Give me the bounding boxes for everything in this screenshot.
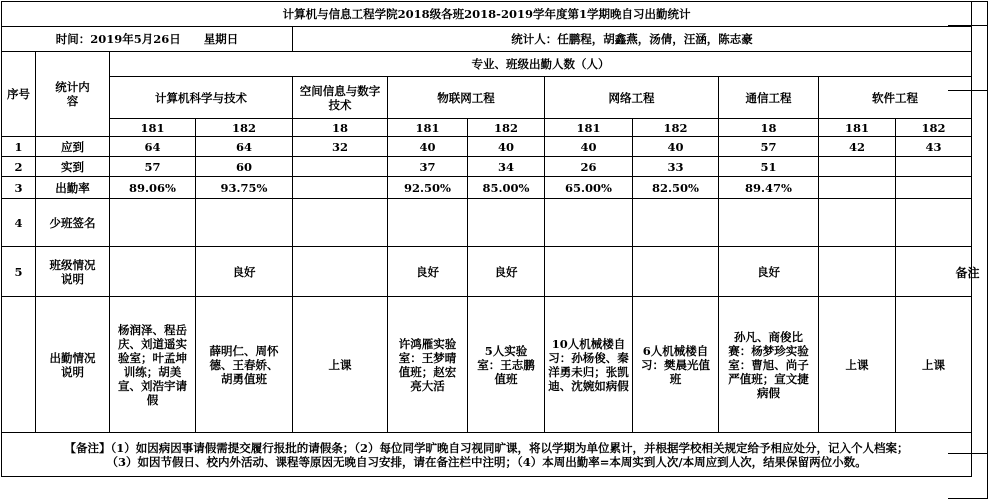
major-header-cs: 计算机科学与技术 [110,77,293,119]
table-cell [293,177,388,199]
table-cell: 51 [719,157,819,177]
table-cell: 40 [545,137,633,157]
date-info: 时间：2019年5月26日 星期日 [2,27,293,52]
bottom-border [948,498,988,499]
class-header: 182 [468,119,545,137]
table-cell: 上课 [819,297,896,433]
major-header-iot: 物联网工程 [388,77,545,119]
table-cell: 65.00% [545,177,633,199]
table-cell: 40 [468,137,545,157]
signature-cell [293,199,388,247]
table-cell: 5人实验室：王志鹏值班 [468,297,545,433]
table-cell: 93.75% [196,177,293,199]
table-cell: 良好 [388,247,468,297]
row-seq: 2 [2,157,36,177]
class-header: 181 [545,119,633,137]
table-cell [110,247,196,297]
row-seq: 5 [2,247,36,297]
row-label: 少班签名 [36,199,110,247]
table-row [2,297,972,433]
table-cell: 40 [633,137,719,157]
row-label [36,247,110,297]
major-header-network: 网络工程 [545,77,719,119]
class-header: 182 [196,119,293,137]
table-cell: 良好 [196,247,293,297]
table-cell: 良好 [719,247,819,297]
signature-cell [719,199,819,247]
class-header: 182 [896,119,972,137]
class-header: 18 [293,119,388,137]
table-cell [819,247,896,297]
table-cell: 89.06% [110,177,196,199]
signature-cell [388,199,468,247]
footnote-line: （3）如因节假日、校内外活动、课程等原因无晚自习安排，请在备注栏中注明；（4）本周出勤率=本周实到人次/本周应到人次，结果保留两位小数。 [106,454,867,469]
table-row [2,177,972,199]
row-label: 出勤率 [36,177,110,199]
class-header: 182 [633,119,719,137]
remark-header: 备注 [955,265,980,280]
signature-cell [819,199,896,247]
table-cell: 42 [819,137,896,157]
footnote [2,433,972,477]
note-extension [948,453,988,499]
sheet-title: 计算机与信息工程学院2018级各班2018-2019学年度第1学期晚自习出勤统计 [2,2,972,27]
table-cell: 64 [196,137,293,157]
table-cell: 许鸿雁实验室：王梦晴值班；赵宏亮大活 [388,297,468,433]
info-extension [948,26,988,91]
table-cell: 37 [388,157,468,177]
row-seq: 4 [2,199,36,247]
table-cell: 32 [293,137,388,157]
table-cell [293,157,388,177]
class-header: 181 [388,119,468,137]
table-cell [819,177,896,199]
row-label-text: 出勤情况说明 [49,350,96,379]
major-header-software: 软件工程 [819,77,972,119]
stat-header [36,52,110,137]
table-cell: 良好 [468,247,545,297]
row-label [36,297,110,433]
table-cell: 82.50% [633,177,719,199]
table-cell: 26 [545,157,633,177]
attendance-sheet [1,1,990,499]
row-seq: 3 [2,177,36,199]
table-cell: 33 [633,157,719,177]
table-cell: 孙凡、商俊比赛：杨梦珍实验室：曹旭、尚子严值班；宣文捷病假 [719,297,819,433]
seq-header: 序号 [2,52,36,137]
table-cell: 57 [719,137,819,157]
table-cell: 60 [196,157,293,177]
major-header-spatial: 空间信息与数字技术 [293,77,388,119]
row-label: 实到 [36,157,110,177]
table-cell: 92.50% [388,177,468,199]
class-header: 181 [819,119,896,137]
class-header: 181 [110,119,196,137]
table-cell: 上课 [293,297,388,433]
table-row [2,157,972,177]
major-header-comm: 通信工程 [719,77,819,119]
table-cell: 57 [110,157,196,177]
attendance-table [1,1,972,477]
table-cell: 64 [110,137,196,157]
table-cell: 6人机械楼自习：樊晨光值班 [633,297,719,433]
table-row [2,199,972,247]
footnote-line: 【备注】（1）如因病因事请假需提交履行报批的请假条；（2）每位同学旷晚自习视同旷课，将以学期为单位累计，并根据学校相关规定给予相应处分，记入个人档案； [64,440,909,455]
table-cell [545,247,633,297]
signature-cell [110,199,196,247]
signature-cell [468,199,545,247]
table-cell: 40 [388,137,468,157]
major-group-header: 专业、班级出勤人数（人） [110,52,972,77]
table-cell: 43 [896,137,972,157]
table-cell: 34 [468,157,545,177]
stat-header-text: 统计内容 [55,80,90,108]
row-seq: 1 [2,137,36,157]
table-cell [819,157,896,177]
row-label-text: 班级情况说明 [49,257,96,286]
signature-cell [633,199,719,247]
table-cell: 10人机械楼自习：孙杨俊、秦洋勇未归；张凯迪、沈婉如病假 [545,297,633,433]
table-cell: 85.00% [468,177,545,199]
signature-cell [545,199,633,247]
class-header: 18 [719,119,819,137]
row-label: 应到 [36,137,110,157]
table-cell: 薛明仁、周怀德、王春娇、胡勇值班 [196,297,293,433]
table-row [2,137,972,157]
table-cell: 89.47% [719,177,819,199]
table-cell [293,247,388,297]
table-cell [633,247,719,297]
table-row [2,247,972,297]
counter-info: 统计人：任鹏程，胡鑫燕，汤倩，汪涵，陈志豪 [293,27,972,52]
row-seq [2,297,36,433]
table-cell: 杨润泽、程岳庆、刘道遥实验室；叶孟坤训练；胡美宣、刘浩宇请假 [110,297,196,433]
title-extension [948,1,988,26]
table-cell: 上课 [896,297,972,433]
signature-cell [196,199,293,247]
remark-column [948,90,988,454]
